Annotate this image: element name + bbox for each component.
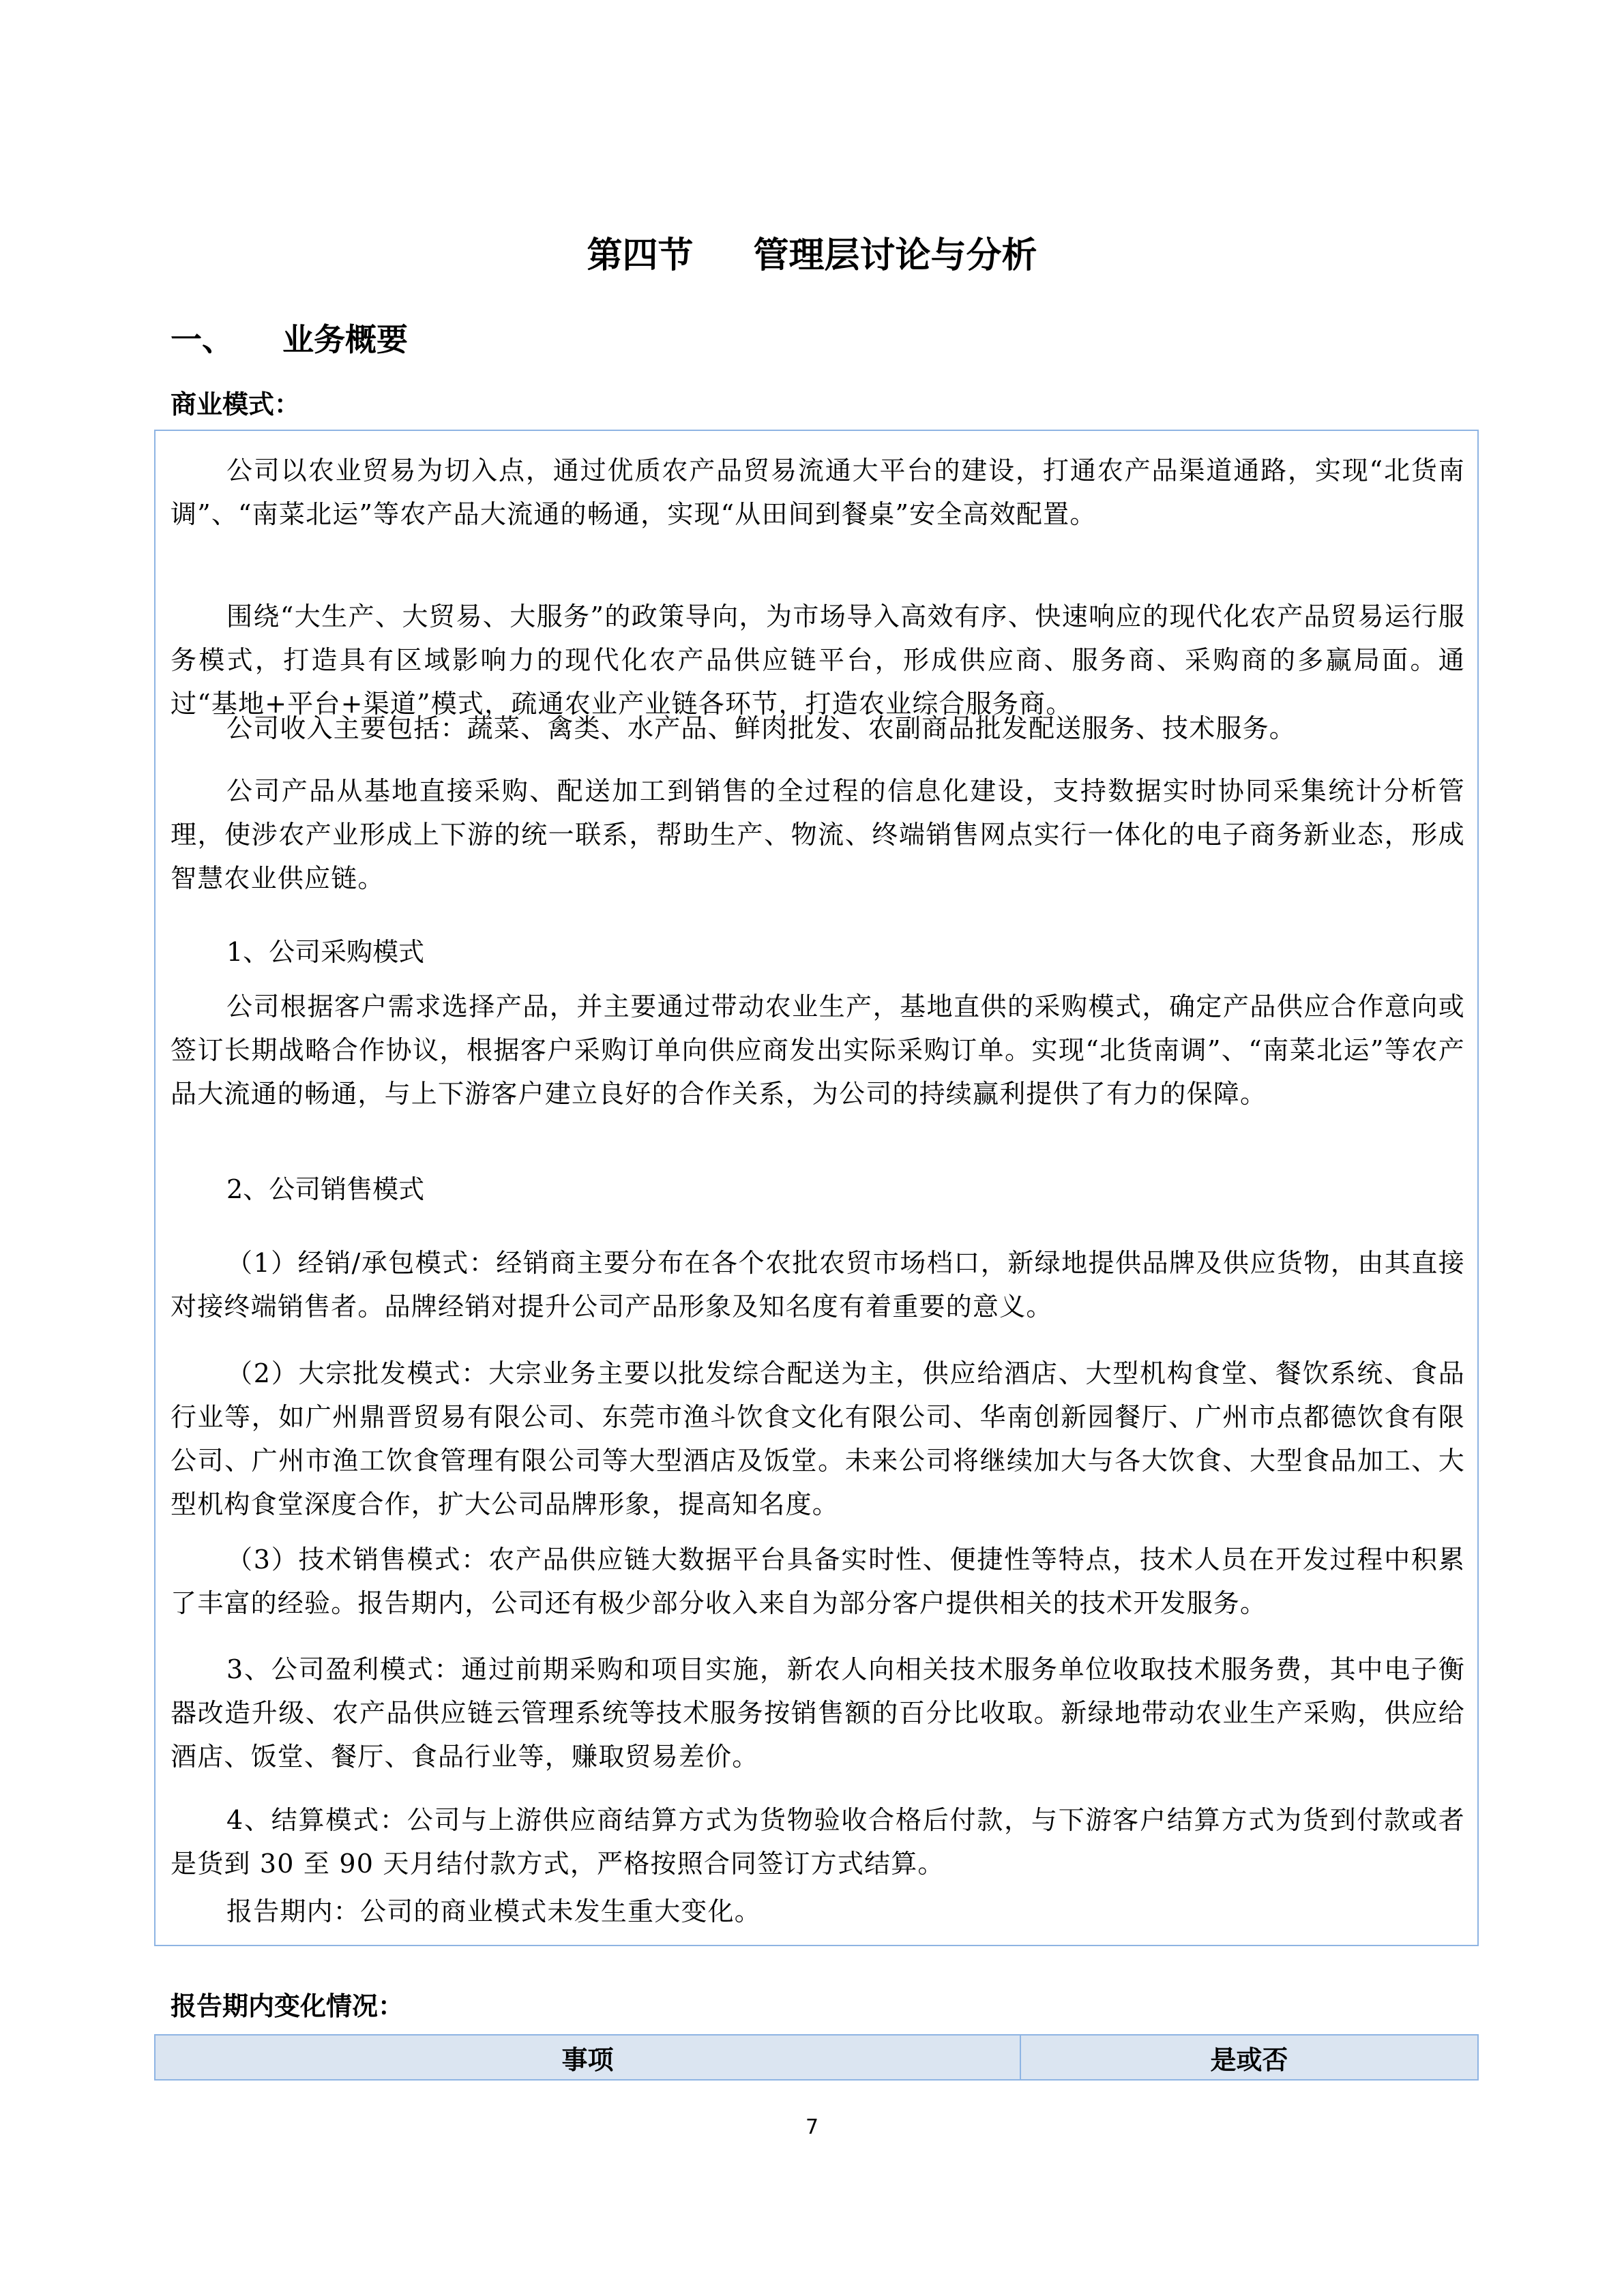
heading-purchase-model: 1、公司采购模式 [226,937,425,967]
page-title [0,232,1624,280]
business-model-label: 商业模式： [171,389,301,419]
column-header-item: 事项 [155,2035,1020,2080]
section-number: 第四节 [587,235,694,276]
changes-table [154,2034,1479,2081]
paragraph-period-note: 报告期内：公司的商业模式未发生重大变化。 [226,1896,762,1926]
paragraph-revenue: 公司收入主要包括：蔬菜、禽类、水产品、鲜肉批发、农副商品批发配送服务、技术服务。 [226,713,1297,743]
part-heading [171,318,408,361]
page-number: 7 [805,2115,819,2139]
paragraph-sales-wholesale: （2）大宗批发模式：大宗业务主要以批发综合配送为主，供应给酒店、大型机构食堂、餐饮系统、食品行业等，如广州鼎晋贸易有限公司、东莞市渔斗饮食文化有限公司、华南创新园餐厅、广州市点都德饮食有限公司、广州市渔工饮食管理有限公司等大型酒店及饭堂。未来公司将继续加大与各大饮食、大型食品加工、大型机构食堂深度合作，扩大公司品牌形象，提高知名度。 [171,1358,1465,1519]
column-header-yes-no: 是或否 [1020,2035,1478,2080]
paragraph-intro: 公司以农业贸易为切入点，通过优质农产品贸易流通大平台的建设，打通农产品渠道通路，实现“北货南调”、“南菜北运”等农产品大流通的畅通，实现“从田间到餐桌”安全高效配置。 [171,456,1465,529]
part-number: 一、 [171,321,233,358]
paragraph-sales-distribution: （1）经销/承包模式：经销商主要分布在各个农批农贸市场档口，新绿地提供品牌及供应货物，由其直接对接终端销售者。品牌经销对提升公司产品形象及知名度有着重要的意义。 [171,1248,1465,1322]
table-header-row [155,2035,1478,2080]
paragraph-purchase-model: 公司根据客户需求选择产品，并主要通过带动农业生产，基地直供的采购模式，确定产品供应合作意向或签订长期战略合作协议，根据客户采购订单向供应商发出实际采购订单。实现“北货南调”、“南菜北运”等农产品大流通的畅通，与上下游客户建立良好的合作关系，为公司的持续赢利提供了有力的保障。 [171,992,1465,1109]
section-title: 管理层讨论与分析 [753,235,1037,276]
part-title: 业务概要 [282,321,408,358]
heading-sales-model: 2、公司销售模式 [226,1174,425,1204]
changes-label: 报告期内变化情况： [171,1991,404,2021]
paragraph-policy: 围绕“大生产、大贸易、大服务”的政策导向，为市场导入高效有序、快速响应的现代化农产品贸易运行服务模式，打造具有区域影响力的现代化农产品供应链平台，形成供应商、服务商、采购商的多赢局面。通过“基地+平台+渠道”模式，疏通农业产业链各环节，打造农业综合服务商。 [171,601,1465,719]
paragraph-profit-model: 3、公司盈利模式：通过前期采购和项目实施，新农人向相关技术服务单位收取技术服务费，其中电子衡器改造升级、农产品供应链云管理系统等技术服务按销售额的百分比收取。新绿地带动农业生产采购，供应给酒店、饭堂、餐厅、食品行业等，赚取贸易差价。 [171,1654,1465,1772]
paragraph-settlement-model: 4、结算模式：公司与上游供应商结算方式为货物验收合格后付款，与下游客户结算方式为货到付款或者是货到 30 至 90 天月结付款方式，严格按照合同签订方式结算。 [171,1805,1465,1879]
paragraph-sales-technical: （3）技术销售模式：农产品供应链大数据平台具备实时性、便捷性等特点，技术人员在开发过程中积累了丰富的经验。报告期内，公司还有极少部分收入来自为部分客户提供相关的技术开发服务。 [171,1545,1465,1618]
paragraph-informatization: 公司产品从基地直接采购、配送加工到销售的全过程的信息化建设，支持数据实时协同采集统计分析管理，使涉农产业形成上下游的统一联系，帮助生产、物流、终端销售网点实行一体化的电子商务新业态，形成智慧农业供应链。 [171,776,1465,893]
